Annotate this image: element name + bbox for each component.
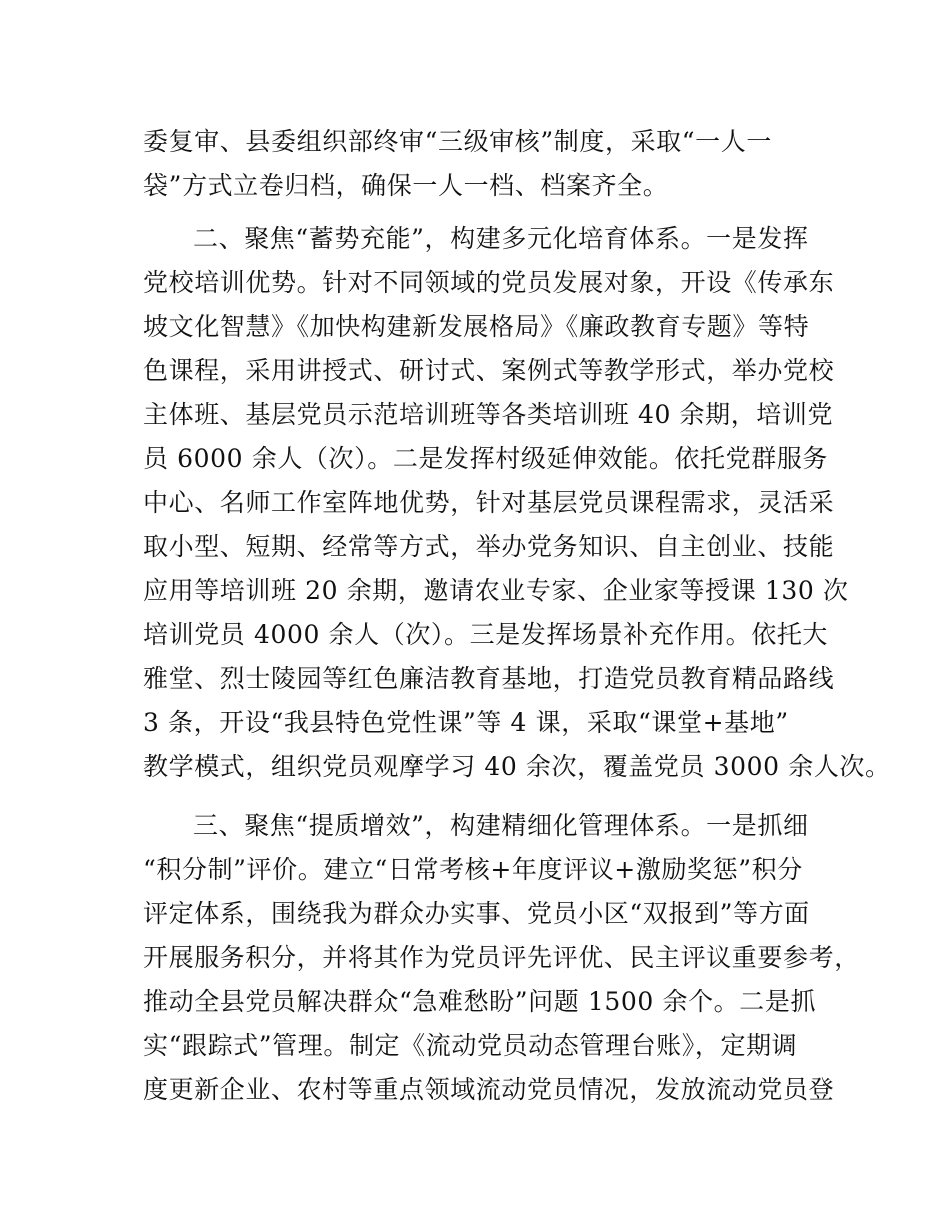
text-line: 袋”方式立卷归档，确保一人一档、档案齐全。 [143, 171, 669, 200]
text-line: 党校培训优势。针对不同领域的党员发展对象，开设《传承东 [143, 268, 835, 297]
text-line: 二、聚焦“蓄势充能”，构建多元化培育体系。一是发挥 [193, 224, 809, 253]
paragraph-section-three [143, 804, 860, 1112]
text-line: 委复审、县委组织部终审“三级审核”制度，采取“一人一 [143, 127, 772, 156]
text-line: 坡文化智慧》《加快构建新发展格局》《廉政教育专题》等特 [143, 312, 810, 341]
text-line: 三、聚焦“提质增效”，构建精细化管理体系。一是抓细 [193, 811, 809, 840]
text-line: 开展服务积分，并将其作为党员评先评优、民主评议重要参考， [143, 943, 860, 972]
paragraph-section-two [143, 217, 891, 789]
text-line: 推动全县党员解决群众“急难愁盼”问题 1500 余个。二是抓 [143, 987, 817, 1016]
text-line: 教学模式，组织党员观摩学习 40 余次，覆盖党员 3000 余人次。 [143, 752, 891, 781]
text-line: 主体班、基层党员示范培训班等各类培训班 40 余期，培训党 [143, 400, 834, 429]
text-line: 雅堂、烈士陵园等红色廉洁教育基地，打造党员教育精品路线 [143, 664, 835, 693]
text-line: “积分制”评价。建立“日常考核+年度评议+激励奖惩”积分 [143, 855, 803, 884]
text-line: 员 6000 余人（次）。二是发挥村级延伸效能。依托党群服务 [143, 444, 829, 473]
text-line: 取小型、短期、经常等方式，举办党务知识、自主创业、技能 [143, 532, 835, 561]
text-line: 培训党员 4000 余人（次）。三是发挥场景补充作用。依托大 [143, 620, 829, 649]
text-line: 中心、名师工作室阵地优势，针对基层党员课程需求，灵活采 [143, 488, 835, 517]
text-line: 评定体系，围绕我为群众办实事、党员小区“双报到”等方面 [143, 899, 810, 928]
text-line: 度更新企业、农村等重点领域流动党员情况，发放流动党员登 [143, 1075, 835, 1104]
text-line: 3 条，开设“我县特色党性课”等 4 课，采取“课堂+基地” [143, 708, 789, 737]
paragraph-continuation [143, 120, 823, 208]
text-line: 实“跟踪式”管理。制定《流动党员动态管理台账》，定期调 [143, 1031, 798, 1060]
text-line: 色课程，采用讲授式、研讨式、案例式等教学形式，举办党校 [143, 356, 835, 385]
text-line: 应用等培训班 20 余期，邀请农业专家、企业家等授课 130 次 [143, 576, 849, 605]
